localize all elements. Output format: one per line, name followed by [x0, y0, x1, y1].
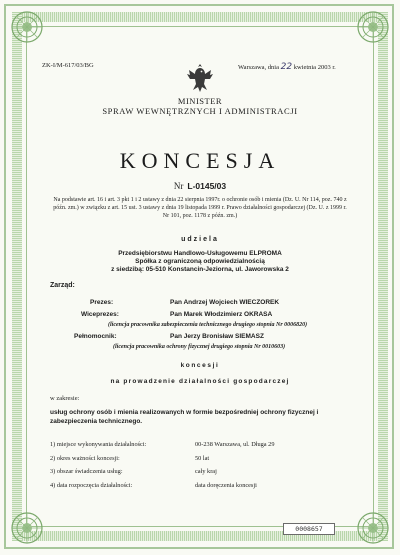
legal-basis: Na podstawie art. 16 i art. 3 pkt 1 i 2 ustawy z dnia 22 sierpnia 1997r. o ochronie osób i mienia (Dz. U. Nr 114, poz. 740 z późn. zm.) w związku z art. 15 ust. 3 ustawy z dnia 19 listopada 1999 r. Prawo działalności gospodarczej (Dz. U. z 1999 r. Nr 101, poz. 1178 z późn. zm.): [53, 197, 347, 220]
handwritten-day: 22: [280, 62, 293, 72]
vice-president-label: Wiceprezes:: [81, 311, 119, 318]
guilloche-border-right: [378, 12, 388, 541]
guilloche-border-left: [12, 12, 22, 541]
company-address: z siedzibą: 05-510 Konstancin-Jeziorna, ul. Jaworowska 2: [111, 266, 289, 273]
place-and-date: [238, 62, 336, 72]
president-label: Prezes:: [90, 299, 114, 306]
concession-word: koncesji: [180, 362, 220, 369]
corner-rosette-icon: [356, 10, 390, 44]
detail-label: 1) miejsce wykonywania działalności:: [50, 441, 147, 448]
number-label: Nr: [173, 181, 184, 191]
issuer-ministry: SPRAW WEWNĘTRZNYCH I ADMINISTRACJI: [102, 106, 298, 116]
detail-label: 2) okres ważności koncesji:: [50, 455, 120, 462]
company-legal-form: Spółka z ograniczoną odpowiedzialnością: [135, 258, 265, 265]
company-name: Przedsiębiorstwu Handlowo-Usługowemu ELPROMA: [118, 250, 282, 257]
document-title: KONCESJA: [119, 148, 281, 173]
corner-rosette-icon: [10, 511, 44, 545]
proxy-license: (licencja pracownika ochrony fizycznej drugiego stopnia Nr 0010603): [113, 344, 286, 350]
scope-label: w zakresie:: [50, 395, 80, 402]
document-reference: ZK-I/M-617/03/BG: [42, 62, 94, 69]
board-label: Zarząd:: [50, 282, 75, 289]
corner-rosette-icon: [356, 511, 390, 545]
issuer-minister: MINISTER: [177, 96, 223, 106]
president-name: Pan Andrzej Wojciech WIECZOREK: [170, 299, 280, 306]
scope-text: usług ochrony osób i mienia realizowanych w formie bezpośredniej ochrony fizycznej i zabezpieczenia technicznego.: [50, 409, 319, 426]
proxy-label: Pełnomocnik:: [74, 333, 117, 340]
detail-value: cały kraj: [195, 468, 217, 475]
corner-rosette-icon: [10, 10, 44, 44]
number-value: L-0145/03: [187, 181, 227, 191]
concession-number: [0, 181, 400, 191]
serial-number-stamp: 0008657: [283, 523, 335, 535]
detail-label: 4) data rozpoczęcia działalności:: [50, 482, 133, 489]
proxy-name: Pan Jerzy Bronisław SIEMASZ: [170, 333, 264, 340]
detail-label: 3) obszar świadczenia usług:: [50, 468, 123, 475]
detail-value: data doręczenia koncesji: [195, 482, 257, 489]
place-date-prefix: Warszawa, dnia: [238, 64, 279, 71]
vice-president-license: (licencja pracownika zabezpieczenia technicznego drugiego stopnia Nr 0006820): [108, 322, 308, 328]
grants-word: udziela: [181, 236, 219, 243]
eagle-emblem-icon: [184, 60, 216, 94]
vice-president-name: Pan Marek Włodzimierz OKRASA: [170, 311, 273, 318]
detail-value: 00-238 Warszawa, ul. Długa 29: [195, 441, 275, 448]
activity-description: na prowadzenie działalności gospodarczej: [110, 378, 290, 385]
detail-value: 50 lat: [195, 455, 210, 462]
guilloche-border-top: [12, 12, 388, 22]
month-year: kwietnia 2003 r.: [293, 64, 336, 71]
